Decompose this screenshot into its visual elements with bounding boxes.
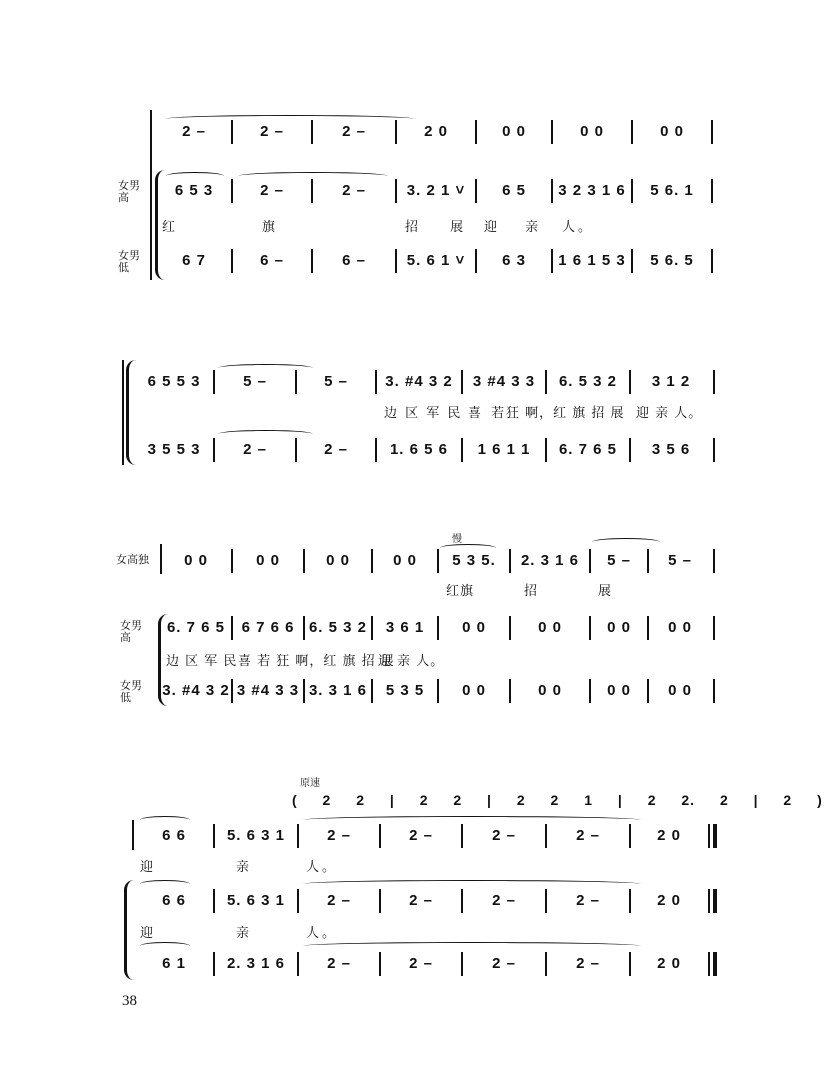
bar-line: [375, 438, 377, 462]
bar-line: [295, 370, 297, 394]
score-row: [0, 545, 826, 575]
bar-line: [213, 889, 215, 913]
bar-line: [311, 120, 313, 144]
lyric-text: 迎: [140, 926, 157, 941]
bar-line: [647, 549, 649, 573]
score-row: [0, 948, 826, 978]
measure: 6 7 6 6: [241, 618, 295, 636]
measure: 3 #4 3 3: [472, 372, 536, 390]
bar-line: [231, 549, 233, 573]
bar-line: [231, 616, 233, 640]
measure: 2 –: [576, 954, 600, 972]
measure: 3 6 1: [385, 618, 425, 636]
bar-line: [509, 679, 511, 703]
measure: 0 0: [462, 681, 486, 699]
lyric-text: 喜 若 狂 啊，红 旗 招 展: [238, 654, 395, 669]
measure: 2 0: [657, 954, 681, 972]
final-bar-line: [713, 824, 717, 848]
measure: 6 –: [260, 251, 284, 269]
bar-line: [213, 438, 215, 462]
lyric-text: 招 展: [405, 220, 467, 235]
lyric-text: 狂 啊，红 旗 招 展: [506, 406, 625, 421]
measure: 2 0: [657, 826, 681, 844]
accompaniment-line: ( 2 2 | 2 2 | 2 2 1 | 2 2. 2 | 2 ): [292, 792, 823, 808]
measure: 0 0: [538, 681, 562, 699]
measure: 2 –: [342, 122, 366, 140]
bar-line: [395, 179, 397, 203]
measure: 6. 5 3 2: [558, 372, 618, 390]
measure: 2 –: [327, 826, 351, 844]
voice-label: 女男高: [118, 180, 140, 204]
bar-line: [371, 549, 373, 573]
bar-line: [437, 679, 439, 703]
bar-line: [545, 952, 547, 976]
measure: 5 –: [607, 551, 631, 569]
measure: 2 –: [327, 891, 351, 909]
bar-line: [631, 179, 633, 203]
bar-line: [713, 549, 715, 573]
bar-line: [551, 179, 553, 203]
bar-line: [297, 952, 299, 976]
lyric-text: 喜 若: [468, 406, 508, 421]
measure: 2 –: [409, 954, 433, 972]
measure: 6 7: [182, 251, 206, 269]
measure: 0 0: [184, 551, 208, 569]
measure: 0 0: [580, 122, 604, 140]
measure: 2 –: [260, 181, 284, 199]
bar-line: [509, 616, 511, 640]
bar-line: [711, 179, 713, 203]
bar-line: [297, 824, 299, 848]
bar-line: [303, 616, 305, 640]
bar-line: [713, 438, 715, 462]
final-bar-line: [708, 952, 710, 976]
bar-line: [545, 824, 547, 848]
measure: 0 0: [668, 681, 692, 699]
lyric-text: 旗: [262, 220, 279, 235]
measure: 2 –: [327, 954, 351, 972]
measure: 2 –: [260, 122, 284, 140]
score-row: [0, 612, 826, 642]
lyric-text: 迎 亲: [484, 220, 542, 235]
bar-line: [589, 549, 591, 573]
bar-line: [371, 679, 373, 703]
bar-line: [379, 952, 381, 976]
bar-line: [589, 679, 591, 703]
bar-line: [461, 952, 463, 976]
measure: 6. 5 3 2: [308, 618, 368, 636]
measure: 2 –: [324, 440, 348, 458]
measure: 5 3 5: [385, 681, 425, 699]
bar-line: [509, 549, 511, 573]
bar-line: [371, 616, 373, 640]
bar-line: [475, 249, 477, 273]
score-row: [0, 116, 826, 146]
measure: 1 6 1 1: [477, 440, 531, 458]
lyric-text: 亲: [236, 926, 253, 941]
bar-line: [629, 889, 631, 913]
bar-line: [303, 679, 305, 703]
measure: 1 6 1 5 3: [558, 251, 626, 269]
final-bar-line: [713, 889, 717, 913]
final-bar-line: [713, 952, 717, 976]
measure: 3. #4 3 2: [162, 681, 230, 699]
measure: 6 1: [162, 954, 186, 972]
measure: 5 6. 5: [650, 251, 694, 269]
final-bar-line: [708, 889, 710, 913]
bar-line: [461, 438, 463, 462]
measure: 5 3 5.: [452, 551, 496, 569]
measure: 3 #4 3 3: [236, 681, 300, 699]
lyric-text: 边 区 军 民: [384, 406, 463, 421]
measure: 2 –: [576, 891, 600, 909]
measure: 6 6: [162, 826, 186, 844]
bar-line: [647, 616, 649, 640]
measure: 5. 6 3 1: [226, 826, 286, 844]
measure: 2 –: [182, 122, 206, 140]
measure: 1. 6 5 6: [389, 440, 449, 458]
lyric-text: 人。: [562, 220, 595, 235]
lyric-text: 迎 亲 人。: [636, 406, 703, 421]
bar-line: [437, 616, 439, 640]
measure: 0 0: [502, 122, 526, 140]
measure: 3 1 2: [651, 372, 691, 390]
measure: 0 0: [326, 551, 350, 569]
voice-label: 女男高: [120, 620, 142, 644]
bar-line: [631, 120, 633, 144]
bar-line: [475, 120, 477, 144]
bar-line: [231, 249, 233, 273]
bar-line: [311, 249, 313, 273]
measure: 2 –: [492, 891, 516, 909]
score-row: [0, 885, 826, 915]
bar-line: [629, 438, 631, 462]
measure: 0 0: [668, 618, 692, 636]
bar-line: [711, 120, 713, 144]
measure: 3. 3 1 6: [308, 681, 368, 699]
lyric-text: 人。: [306, 926, 339, 941]
bar-line: [631, 249, 633, 273]
measure: 2 0: [657, 891, 681, 909]
measure: 3 5 6: [651, 440, 691, 458]
bar-line: [379, 824, 381, 848]
measure: 2. 3 1 6: [226, 954, 286, 972]
lyric-text: 人。: [306, 860, 339, 875]
score-row: [0, 820, 826, 850]
bar-line: [375, 370, 377, 394]
bar-line: [629, 370, 631, 394]
bar-line: [395, 120, 397, 144]
lyric-text: 迎: [140, 860, 157, 875]
measure: 6 5 5 3: [147, 372, 201, 390]
measure: 0 0: [607, 681, 631, 699]
measure: 0 0: [256, 551, 280, 569]
measure: 0 0: [538, 618, 562, 636]
voice-label: 女男低: [120, 680, 142, 704]
measure: 2 –: [492, 954, 516, 972]
bar-line: [295, 438, 297, 462]
measure: 3 2 3 1 6: [558, 181, 626, 199]
measure: 5 –: [243, 372, 267, 390]
measure: 5 –: [668, 551, 692, 569]
measure: 5 6. 1: [650, 181, 694, 199]
lyric-text: 红: [162, 220, 179, 235]
bar-line: [461, 370, 463, 394]
measure: 2 0: [424, 122, 448, 140]
score-row: [0, 245, 826, 275]
bar-line: [713, 370, 715, 394]
bar-line: [461, 824, 463, 848]
page-number: 38: [122, 993, 137, 1009]
bar-line: [545, 370, 547, 394]
bar-line: [379, 889, 381, 913]
bar-line: [629, 952, 631, 976]
bar-line: [629, 824, 631, 848]
score-row: [0, 434, 826, 464]
bar-line: [475, 179, 477, 203]
bar-line: [231, 120, 233, 144]
score-row: [0, 366, 826, 396]
lyric-text: 红旗: [446, 584, 475, 599]
measure: 3 5 5 3: [147, 440, 201, 458]
measure: 5. 6 1 ˅: [406, 251, 466, 269]
measure: 2 –: [492, 826, 516, 844]
measure: 6 5 3: [174, 181, 214, 199]
bar-line: [551, 120, 553, 144]
measure: 6 6: [162, 891, 186, 909]
bar-line: [589, 616, 591, 640]
measure: 3. 2 1 ˅: [406, 181, 466, 199]
measure: 3. #4 3 2: [385, 372, 453, 390]
bar-line: [213, 370, 215, 394]
measure: 0 0: [393, 551, 417, 569]
measure: 6. 7 6 5: [558, 440, 618, 458]
bar-line: [311, 179, 313, 203]
bar-line: [713, 679, 715, 703]
score-row: [0, 675, 826, 705]
bar-line: [713, 616, 715, 640]
measure: 6 5: [502, 181, 526, 199]
measure: 6 –: [342, 251, 366, 269]
tempo-marking: 原速: [300, 778, 320, 789]
lyric-text: 亲: [236, 860, 253, 875]
score-row: [0, 175, 826, 205]
final-bar-line: [708, 824, 710, 848]
measure: 6. 7 6 5: [166, 618, 226, 636]
bar-line: [213, 824, 215, 848]
bar-line: [545, 438, 547, 462]
measure: 2. 3 1 6: [520, 551, 580, 569]
lyric-text: 迎 亲 人。: [378, 654, 445, 669]
measure: 2 –: [409, 891, 433, 909]
lyric-text: 招: [524, 584, 541, 599]
tempo-marking: 慢: [452, 534, 462, 545]
measure: 0 0: [462, 618, 486, 636]
bar-line: [437, 549, 439, 573]
measure: 5. 6 3 1: [226, 891, 286, 909]
bar-line: [551, 249, 553, 273]
voice-label: 女高独: [116, 554, 149, 566]
measure: 2 –: [576, 826, 600, 844]
measure: 2 –: [409, 826, 433, 844]
measure: 6 3: [502, 251, 526, 269]
bar-line: [647, 679, 649, 703]
bar-line: [297, 889, 299, 913]
bar-line: [213, 952, 215, 976]
bar-line: [303, 549, 305, 573]
lyric-text: 展: [598, 584, 615, 599]
measure: 0 0: [660, 122, 684, 140]
voice-label: 女男低: [118, 250, 140, 274]
bar-line: [395, 249, 397, 273]
bar-line: [231, 679, 233, 703]
lyric-text: 边 区 军 民: [166, 654, 238, 669]
bar-line: [545, 889, 547, 913]
measure: 0 0: [607, 618, 631, 636]
measure: 2 –: [342, 181, 366, 199]
measure: 2 –: [243, 440, 267, 458]
measure: 5 –: [324, 372, 348, 390]
bar-line: [461, 889, 463, 913]
bar-line: [231, 179, 233, 203]
bar-line: [711, 249, 713, 273]
